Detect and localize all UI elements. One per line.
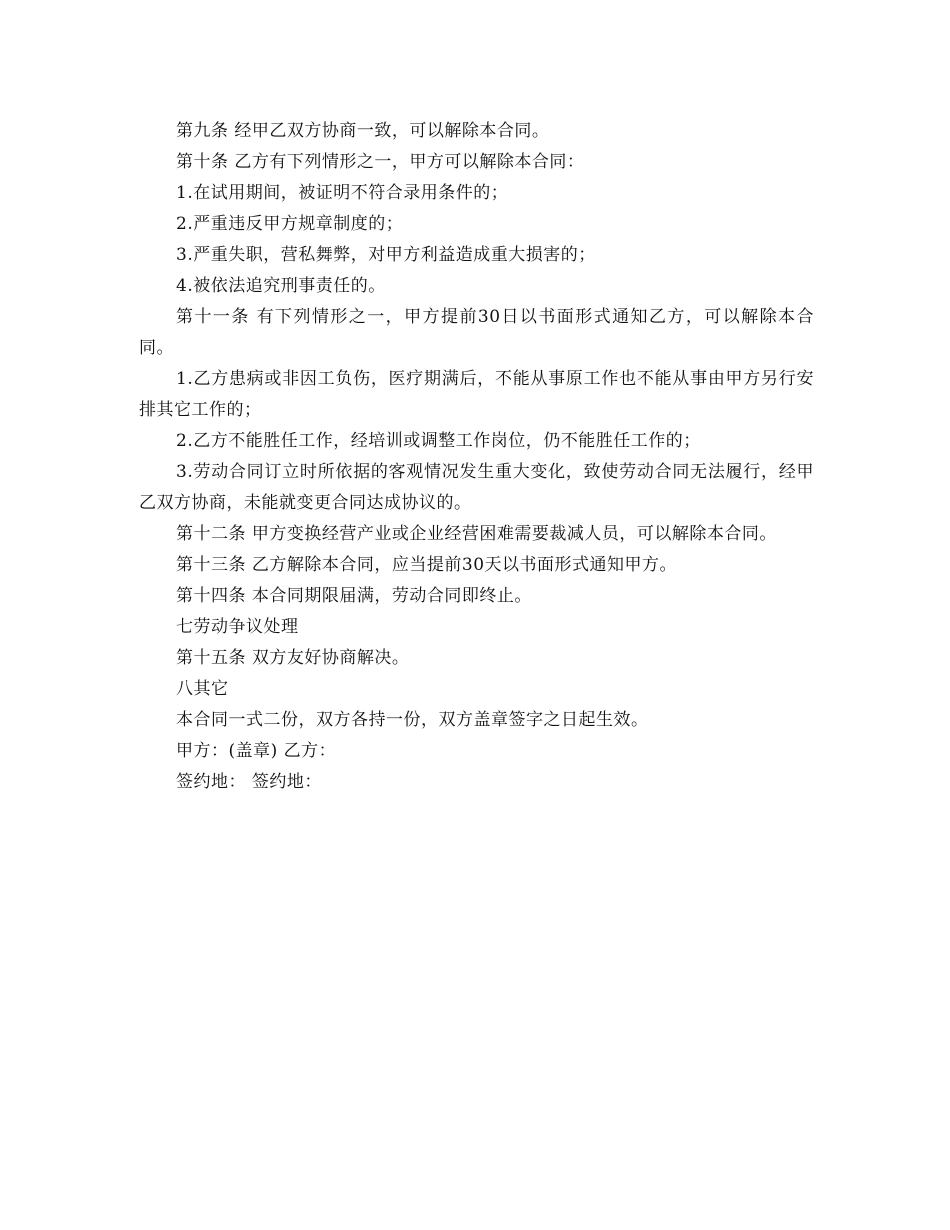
section-7-heading: 七劳动争议处理 (176, 617, 299, 637)
clause-15: 第十五条 双方友好协商解决。 (176, 648, 410, 668)
clause-10-item-1: 1.在试用期间，被证明不符合录用条件的； (176, 183, 509, 203)
clause-10-item-3: 3.严重失职，营私舞弊，对甲方利益造成重大损害的； (176, 245, 596, 265)
document-body (139, 116, 814, 798)
signing-location: 签约地： 签约地： (176, 772, 322, 792)
clause-11-heading: 第十一条 有下列情形之一，甲方提前30日以书面形式通知乙方，可以解除本合同。 (139, 307, 814, 358)
clause-11-item-1: 1.乙方患病或非因工负伤，医疗期满后，不能从事原工作也不能从事由甲方另行安排其它工作的； (139, 369, 814, 420)
clause-10-item-4: 4.被依法追究刑事责任的。 (176, 276, 386, 296)
clause-11-item-2: 2.乙方不能胜任工作，经培训或调整工作岗位，仍不能胜任工作的； (176, 431, 701, 451)
section-8-heading: 八其它 (176, 679, 229, 699)
signature-parties: 甲方：(盖章) 乙方： (176, 741, 337, 761)
clause-9: 第九条 经甲乙双方协商一致，可以解除本合同。 (176, 121, 550, 141)
clause-11-item-3: 3.劳动合同订立时所依据的客观情况发生重大变化，致使劳动合同无法履行，经甲乙双方协商，未能就变更合同达成协议的。 (139, 462, 814, 513)
clause-10-heading: 第十条 乙方有下列情形之一，甲方可以解除本合同： (176, 152, 585, 172)
clause-10-item-2: 2.严重违反甲方规章制度的； (176, 214, 404, 234)
validity-statement: 本合同一式二份，双方各持一份，双方盖章签字之日起生效。 (176, 710, 649, 730)
clause-14: 第十四条 本合同期限届满，劳动合同即终止。 (176, 586, 532, 606)
clause-12: 第十二条 甲方变换经营产业或企业经营困难需要裁减人员，可以解除本合同。 (176, 524, 777, 544)
clause-13: 第十三条 乙方解除本合同，应当提前30天以书面形式通知甲方。 (176, 555, 678, 575)
